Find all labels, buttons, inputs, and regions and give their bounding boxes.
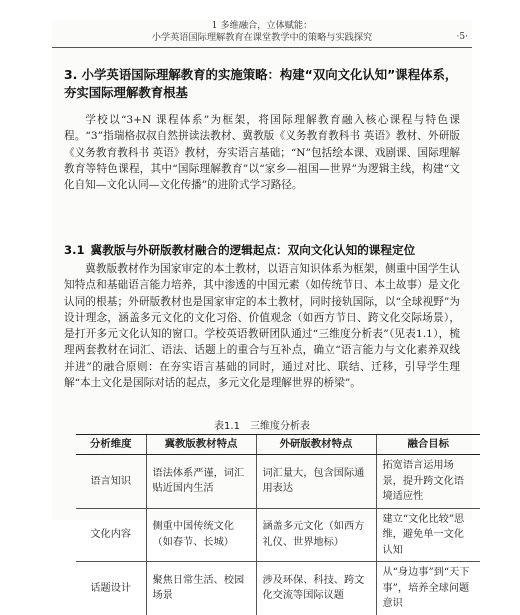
paragraph-textbook-integration: 冀教版教材作为国家审定的本土教材，以语言知识体系为框架，侧重中国学生认知特点和基础语言能力培养，其中渗透的中国元素（如传统节日、本土故事）是文化认同的根基；外研版教材也是国家审定的本土教材，同时接轨国际，以“全球视野”为设计理念，涵盖多元文化的文化习俗、价值观念（如西方节日、跨文化交际场景），是打开多元文化认知的窗口。学校英语教研团队通过“三维度分析表”（见表1.1），梳理两套教材在词汇、语法、话题上的重合与互补点，确立“语言能力与文化素养双线并进”的融合原则：在夯实语言基础的同时，通过对比、联结、迁移，引导学生理解“本土文化是国际对话的起点，多元文化是理解世界的桥梁”。 xyxy=(64,263,460,390)
table-number: 表1.1 xyxy=(214,421,240,432)
running-head-title: 小学英语国际理解教育在课堂教学中的策略与实践探究 xyxy=(151,32,373,43)
running-head xyxy=(52,20,472,44)
table-cell-dimension: 文化内容 xyxy=(76,508,146,562)
table-cell: 建立“文化比较”思维，避免单一文化认知 xyxy=(376,508,480,562)
table-title: 三维度分析表 xyxy=(249,421,310,432)
book-page xyxy=(52,20,472,609)
column-header: 外研版教材特点 xyxy=(256,435,376,455)
table-cell: 聚焦日常生活、校园场景 xyxy=(146,562,256,615)
table-header-row xyxy=(76,435,480,455)
table-cell: 语法体系严谨，词汇贴近国内生活 xyxy=(146,455,256,509)
header-rule xyxy=(52,47,472,48)
table-caption xyxy=(52,417,472,432)
paragraph-curriculum-system: 学校以“3+N 课程体系”为框架，将国际理解教育融入核心课程与特色课程。“3”指瑞格叔叔自然拼读法教材、冀教版《义务教育教科书 英语》教材、外研版《义务教育教科书 英语》教材，夯实语言基础；“N”包括绘本课、戏剧课、国际理解教育等特色课程，其中“国际理解教育”以“家乡—祖国—世界”为逻辑主线，构建“文化自知—文化认同—文化传播”的进阶式学习路径。 xyxy=(64,114,460,192)
column-header: 冀教版教材特点 xyxy=(146,435,256,455)
table-row xyxy=(76,562,480,615)
column-header: 分析维度 xyxy=(76,435,146,455)
table-cell: 涉及环保、科技、跨文化交流等国际议题 xyxy=(256,562,376,615)
subsection-number: 3.1 xyxy=(64,243,85,257)
table-row xyxy=(76,508,480,562)
table-cell: 词汇量大，包含国际通用表达 xyxy=(256,455,376,509)
section-heading: 3. 小学英语国际理解教育的实施策略：构建“双向文化认知”课程体系，夯实国际理解教育根基 xyxy=(64,67,458,100)
table-cell-dimension: 语言知识 xyxy=(76,455,146,509)
running-head-chapter: 1 多维融合，立体赋能： xyxy=(211,20,313,31)
table-row xyxy=(76,455,480,509)
subsection-heading xyxy=(64,242,460,258)
three-dimension-analysis-table xyxy=(76,434,480,615)
page-number: ·5· xyxy=(456,32,468,42)
table-cell: 涵盖多元文化（如西方礼仪、世界地标） xyxy=(256,508,376,562)
table-cell: 从“身边事”到“天下事”，培养全球问题意识 xyxy=(376,562,480,615)
table-cell: 侧重中国传统文化（如春节、长城） xyxy=(146,508,256,562)
column-header: 融合目标 xyxy=(376,435,480,455)
subsection-title: 冀教版与外研版教材融合的逻辑起点：双向文化认知的课程定位 xyxy=(90,243,416,257)
table-cell: 拓宽语言运用场景，提升跨文化语境适应性 xyxy=(376,455,480,509)
table-cell-dimension: 话题设计 xyxy=(76,562,146,615)
